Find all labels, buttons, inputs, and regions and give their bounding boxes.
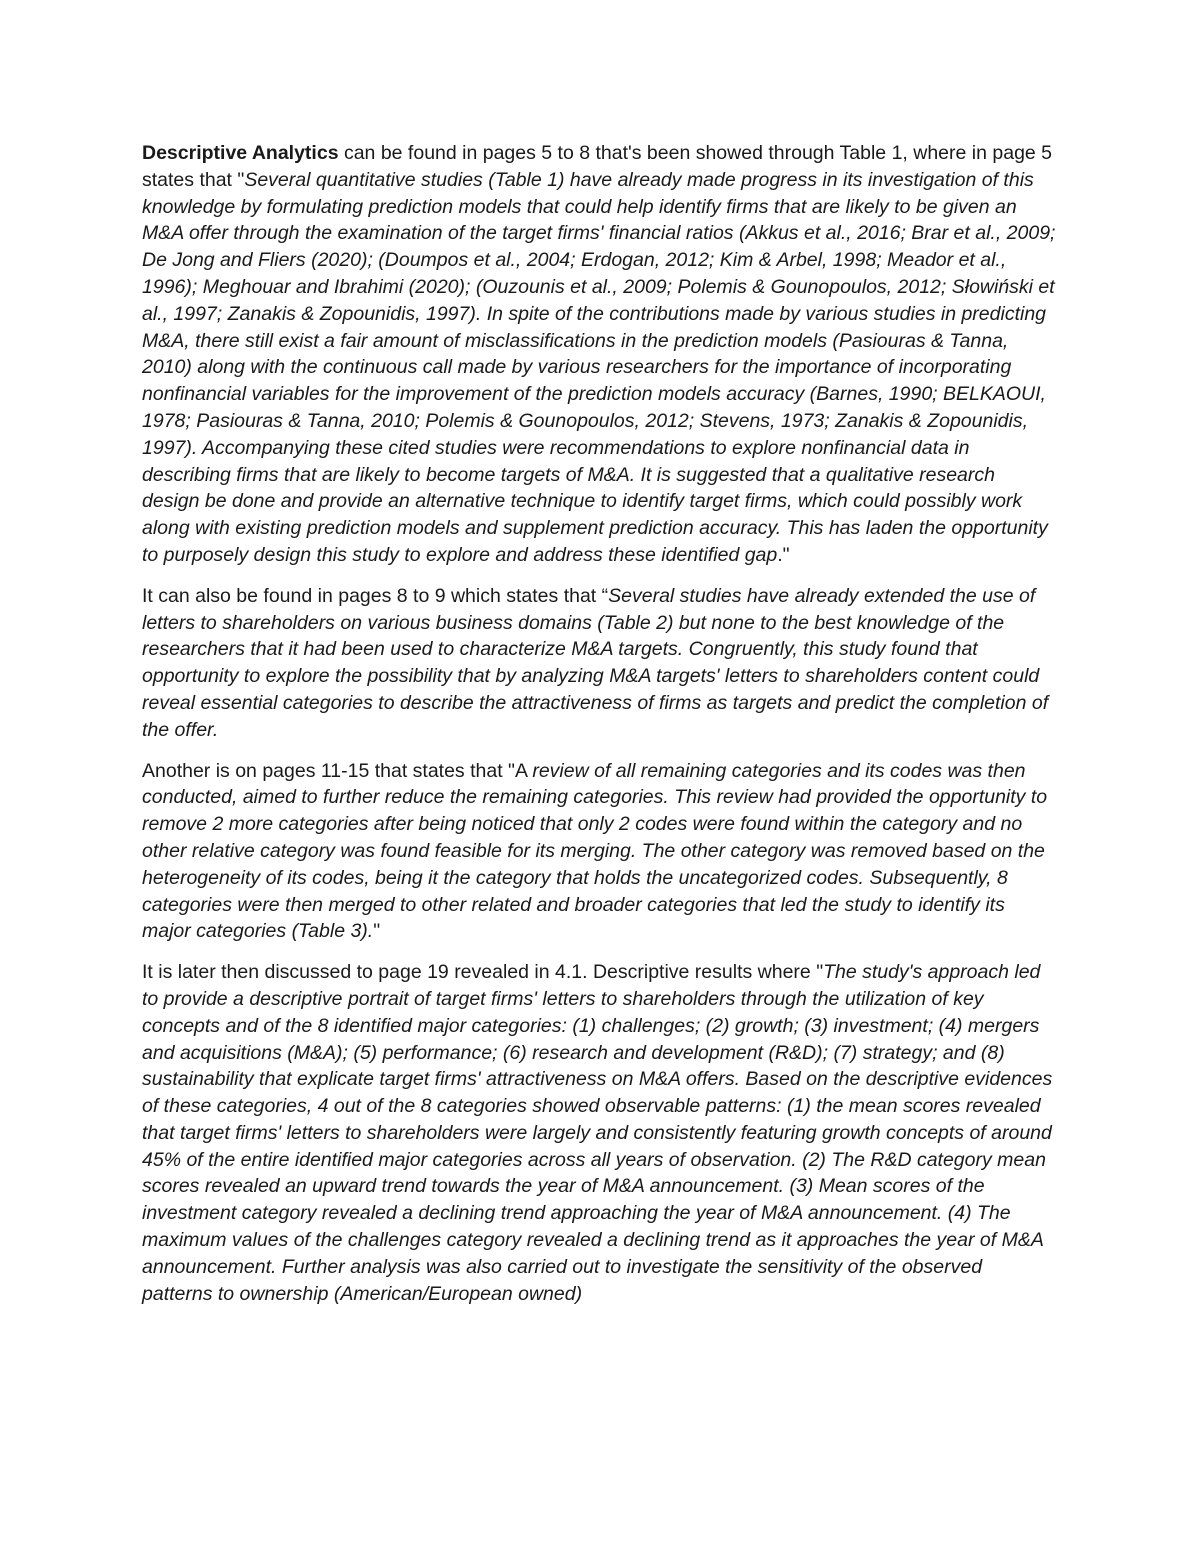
paragraph-pages-11-15 [142, 758, 1057, 946]
paragraph-lead: Another is on pages 11-15 that states that "A [142, 759, 533, 782]
paragraph-lead: It can also be found in pages 8 to 9 which states that “ [142, 584, 609, 607]
paragraph-pages-8-9 [142, 583, 1057, 744]
paragraph-page-19 [142, 959, 1057, 1307]
document-page [142, 140, 1057, 1321]
paragraph-quote: Several studies have already extended the use of letters to shareholders on various business domains (Table 2) but none to the best knowledge of the researchers that it had been used to characterize M&A targets. Congruently, this study found that opportunity to explore the possibility that by analyzing M&A targets' letters to shareholders content could reveal essential categories to describe the attractiveness of firms as targets and predict the completion of the offer. [142, 584, 1049, 741]
paragraph-quote: review of all remaining categories and its codes was then conducted, aimed to further reduce the remaining categories. This review had provided the opportunity to remove 2 more categories after being noticed that only 2 codes were found within the category and no other relative category was found feasible for its merging. The other category was removed based on the heterogeneity of its codes, being it the category that holds the uncategorized codes. Subsequently, 8 categories were then merged to other related and broader categories that led the study to identify its major categories (Table 3). [142, 759, 1048, 943]
paragraph-heading: Descriptive Analytics [142, 142, 339, 164]
paragraph-tail: ." [777, 543, 790, 566]
paragraph-tail: " [373, 920, 381, 943]
paragraph-lead: It is later then discussed to page 19 revealed in 4.1. Descriptive results where " [142, 961, 824, 984]
paragraph-quote: Several quantitative studies (Table 1) have already made progress in its investigation of this knowledge by formulating prediction models that could help identify firms that are likely to be given an M&A offer through the examination of the target firms' financial ratios (Akkus et al., 2016; Brar et al., 2009; De Jong and Fliers (2020); (Doumpos et al., 2004; Erdogan, 2012; Kim & Arbel, 1998; Meador et al., 1996); Meghouar and Ibrahimi (2020); (Ouzounis et al., 2009; Polemis & Gounopoulos, 2012; Słowiński et al., 1997; Zanakis & Zopounidis, 1997). In spite of the contributions made by various studies in predicting M&A, there still exist a fair amount of misclassifications in the prediction models (Pasiouras & Tanna, 2010) along with the continuous call made by various researchers for the importance of incorporating nonfinancial variables for the improvement of the prediction models accuracy (Barnes, 1990; BELKAOUI, 1978; Pasiouras & Tanna, 2010; Polemis & Gounopoulos, 2012; Stevens, 1973; Zanakis & Zopounidis, 1997). Accompanying these cited studies were recommendations to explore nonfinancial data in describing firms that are likely to become targets of M&A. It is suggested that a qualitative research design be done and provide an alternative technique to identify target firms, which could possibly work along with existing prediction models and supplement prediction accuracy. This has laden the opportunity to purposely design this study to explore and address these identified gap [142, 168, 1056, 566]
paragraph-lead: can be found in pages 5 to 8 that's been showed through Table 1, where in page 5 states that " [142, 142, 1053, 191]
paragraph-descriptive-analytics [142, 140, 1057, 569]
paragraph-quote: The study's approach led to provide a descriptive portrait of target firms' letters to shareholders through the utilization of key concepts and of the 8 identified major categories: (1) challenges; (2) growth; (3) investment; (4) mergers and acquisitions (M&A); (5) performance; (6) research and development (R&D); (7) strategy; and (8) sustainability that explicate target firms' attractiveness on M&A offers. Based on the descriptive evidences of these categories, 4 out of the 8 categories showed observable patterns: (1) the mean scores revealed that target firms' letters to shareholders were largely and consistently featuring growth concepts of around 45% of the entire identified major categories across all years of observation. (2) The R&D category mean scores revealed an upward trend towards the year of M&A announcement. (3) Mean scores of the investment category revealed a declining trend approaching the year of M&A announcement. (4) The maximum values of the challenges category revealed a declining trend as it approaches the year of M&A announcement. Further analysis was also carried out to investigate the sensitivity of the observed patterns to ownership (American/European owned) [142, 961, 1053, 1305]
